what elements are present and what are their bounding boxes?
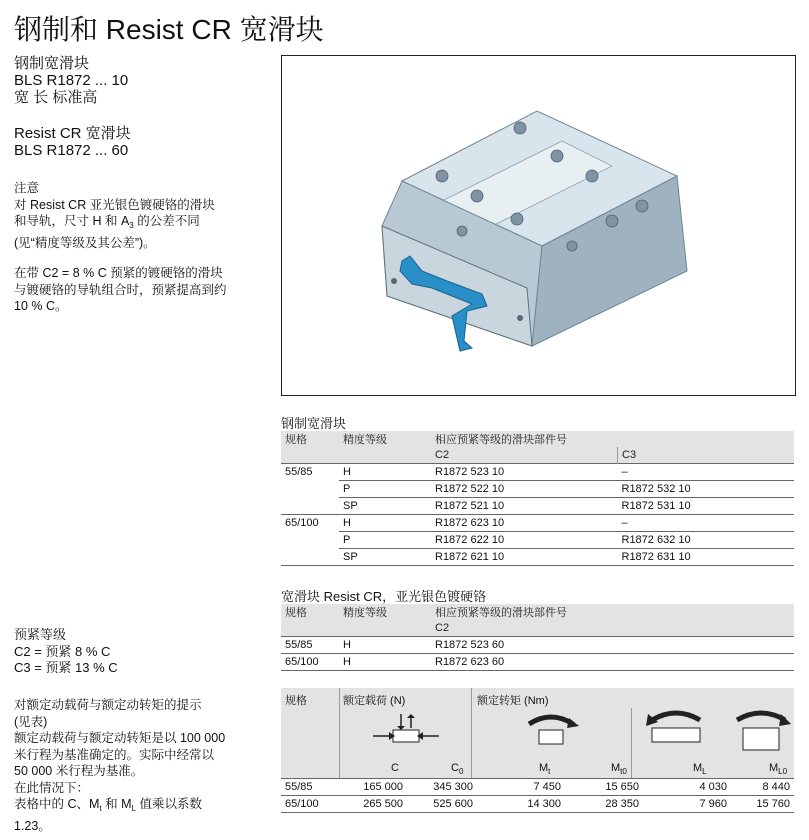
- cell-c3: R1872 531 10: [621, 500, 691, 512]
- resist-parts-table: [281, 604, 794, 671]
- cell-c0: 525 600: [433, 798, 473, 810]
- header-accuracy: 精度等级: [339, 431, 431, 447]
- cell-accuracy: P: [339, 532, 431, 549]
- cell-size: 55/85: [285, 466, 313, 479]
- cell-c2: R1872 623 60: [435, 656, 505, 668]
- col-label: M: [769, 762, 779, 774]
- note-label: 注意: [14, 181, 40, 195]
- load-note-line: 在此情况下：: [14, 780, 90, 795]
- steel-table-caption: 钢制宽滑块: [281, 416, 347, 431]
- cell-ml: 4 030: [699, 781, 727, 793]
- cell-mt: 14 300: [527, 798, 561, 810]
- note-line: 对 Resist CR 亚光银色镀硬铬的滑块: [14, 197, 215, 212]
- note-text: 的公差不同: [133, 214, 200, 228]
- resist-heading: [14, 125, 269, 159]
- cell-ml0: 15 760: [756, 798, 790, 810]
- cell-size: 55/85: [285, 781, 313, 793]
- table-row: [281, 779, 794, 796]
- header-blank: [281, 447, 339, 464]
- screw: [517, 315, 523, 321]
- steel-heading: [14, 55, 269, 106]
- cell-c3: R1872 532 10: [618, 481, 795, 498]
- load-direction-icon: [371, 714, 441, 754]
- header-size: 规格: [285, 695, 307, 707]
- cell-c2: R1872 623 10: [431, 515, 618, 532]
- cell-mt0: 28 350: [605, 798, 639, 810]
- table-row: [281, 464, 794, 481]
- resist-heading-line: BLS R1872 ... 60: [14, 142, 129, 159]
- load-note-text: 表格中的 C、M: [14, 797, 100, 811]
- load-note-line: 额定动载荷与额定动转矩是以 100 000: [14, 731, 226, 745]
- table-header-row: [281, 431, 794, 447]
- cell-ml0: 8 440: [762, 781, 790, 793]
- subscript: 3: [129, 221, 134, 230]
- resist-table-caption: 宽滑块 Resist CR，亚光银色镀硬铬: [281, 589, 487, 604]
- mounting-hole: [457, 226, 467, 236]
- table-row: [281, 796, 794, 813]
- cell-size: [281, 532, 339, 549]
- col-ml0: [769, 762, 787, 776]
- cell-mt: 7 450: [533, 781, 561, 793]
- table-row: [281, 515, 794, 532]
- divider: [631, 708, 632, 778]
- note-line: 10 % C。: [14, 299, 68, 313]
- header-torque: 额定转矩 (Nm): [477, 695, 549, 707]
- note-text: 和导轨，尺寸 H 和 A: [14, 214, 130, 228]
- cell-size: 65/100: [285, 517, 319, 530]
- col-label: M: [611, 762, 621, 774]
- cell-accuracy: H: [339, 515, 431, 532]
- torque-ml-icon: [646, 706, 706, 756]
- table-header-row: [281, 447, 794, 464]
- col-mt: [539, 762, 550, 776]
- mounting-hole: [636, 200, 648, 212]
- cell-accuracy: SP: [343, 551, 358, 563]
- load-note-line: 50 000 米行程为基准。: [14, 764, 144, 778]
- cell-size: 65/100: [285, 798, 319, 810]
- cell-c2: R1872 523 60: [435, 639, 505, 651]
- subscript: t: [99, 804, 102, 813]
- table-row: [281, 498, 794, 515]
- mounting-hole: [514, 122, 526, 134]
- steel-heading-line: 钢制宽滑块: [14, 55, 90, 72]
- subscript: t0: [620, 767, 627, 776]
- load-note-line: (见表): [14, 714, 48, 729]
- mounting-hole: [471, 190, 483, 202]
- cell-c2: R1872 521 10: [435, 500, 505, 512]
- preload-line: C2 = 预紧 8 % C: [14, 643, 111, 659]
- cell-accuracy: SP: [343, 500, 358, 512]
- preload-title: 预紧等级: [14, 627, 67, 642]
- header-c3: C3: [618, 447, 795, 464]
- table-header-row: [281, 620, 794, 637]
- torque-mt-icon: [521, 708, 581, 753]
- col-c: C: [391, 762, 399, 774]
- table-row: [281, 654, 794, 671]
- cell-mt0: 15 650: [605, 781, 639, 793]
- note-line: 与镀硬铬的导轨组合时，预紧提高到约: [14, 282, 227, 297]
- load-values-table: [281, 778, 794, 813]
- header-blank: [339, 620, 431, 637]
- mounting-hole: [511, 213, 523, 225]
- preload-block: [14, 627, 269, 677]
- divider: [471, 688, 472, 778]
- table-row: [281, 532, 794, 549]
- table-row: [281, 481, 794, 498]
- header-c2: C2: [431, 447, 618, 464]
- steel-heading-line: BLS R1872 ... 10: [14, 72, 129, 89]
- mounting-hole: [567, 241, 577, 251]
- header-size: 规格: [281, 604, 339, 620]
- table-row: [281, 637, 794, 654]
- cell-size: [281, 549, 339, 566]
- cell-size: [281, 481, 339, 498]
- cell-c2: R1872 522 10: [431, 481, 618, 498]
- cell-c: 165 000: [363, 781, 403, 793]
- col-ml: [693, 762, 707, 776]
- header-c2: C2: [431, 620, 794, 637]
- header-parts: 相应预紧等级的滑块部件号: [431, 604, 794, 620]
- load-note-line: [14, 796, 269, 818]
- col-mt0: [611, 762, 627, 776]
- cell-c3: –: [618, 464, 795, 481]
- divider: [339, 688, 340, 778]
- col-label: C: [451, 762, 459, 774]
- steel-parts-table: [281, 431, 794, 566]
- header-blank: [339, 447, 431, 464]
- header-size: 规格: [281, 431, 339, 447]
- table-row: [281, 549, 794, 566]
- torque-ml0-icon: [731, 706, 791, 756]
- cell-accuracy: H: [339, 464, 431, 481]
- cell-accuracy: P: [339, 481, 431, 498]
- note-line: (见“精度等级及其公差”)。: [14, 235, 156, 250]
- header-accuracy: 精度等级: [339, 604, 431, 620]
- col-c0: [451, 762, 463, 776]
- cell-c3: R1872 631 10: [621, 551, 691, 563]
- header-load: 额定载荷 (N): [343, 695, 406, 707]
- load-table-header: [281, 688, 794, 778]
- load-note-text: 和 M: [101, 797, 132, 811]
- col-label: M: [693, 762, 703, 774]
- header-parts: 相应预紧等级的滑块部件号: [431, 431, 794, 447]
- mounting-hole: [606, 215, 618, 227]
- subscript: 0: [458, 767, 464, 776]
- table-header-row: [281, 604, 794, 620]
- steel-heading-line: 宽 长 标准高: [14, 89, 98, 106]
- load-note-line: 1.23。: [14, 818, 51, 833]
- subscript: L: [702, 767, 707, 776]
- cell-c3: –: [618, 515, 795, 532]
- load-note-line: 米行程为基准确定的。实际中经常以: [14, 747, 215, 762]
- screw: [391, 278, 397, 284]
- cell-c2: R1872 622 10: [431, 532, 618, 549]
- preload-line: C3 = 预紧 13 % C: [14, 660, 118, 675]
- cell-accuracy: H: [343, 656, 351, 668]
- guide-carriage-illustration: [282, 56, 795, 395]
- cell-c2: R1872 621 10: [435, 551, 505, 563]
- cell-size: 55/85: [285, 639, 313, 651]
- cell-size: 65/100: [285, 656, 319, 668]
- cell-c: 265 500: [363, 798, 403, 810]
- subscript: L0: [778, 767, 788, 776]
- resist-heading-line: Resist CR 宽滑块: [14, 125, 131, 142]
- cell-ml: 7 960: [699, 798, 727, 810]
- header-blank: [281, 620, 339, 637]
- load-note-text: 值乘以系数: [135, 797, 202, 811]
- note-block: [14, 180, 269, 251]
- cell-c3: R1872 632 10: [618, 532, 795, 549]
- page-title: 钢制和 Resist CR 宽滑块: [14, 14, 324, 45]
- cell-c2: R1872 523 10: [431, 464, 618, 481]
- cell-size: [281, 498, 339, 515]
- load-note-line: 对额定动载荷与额定动转矩的提示: [14, 698, 202, 712]
- load-note-block: [14, 697, 269, 834]
- mounting-hole: [586, 170, 598, 182]
- mounting-hole: [436, 170, 448, 182]
- col-label: M: [539, 762, 549, 774]
- product-figure: [281, 55, 796, 396]
- cell-c0: 345 300: [433, 781, 473, 793]
- note2-block: [14, 265, 269, 315]
- note-line: [14, 213, 269, 235]
- subscript: t: [548, 767, 551, 776]
- note-line: 在带 C2 = 8 % C 预紧的镀硬铬的滑块: [14, 266, 223, 280]
- mounting-hole: [551, 150, 563, 162]
- cell-accuracy: H: [343, 639, 351, 651]
- subscript: L: [131, 804, 136, 813]
